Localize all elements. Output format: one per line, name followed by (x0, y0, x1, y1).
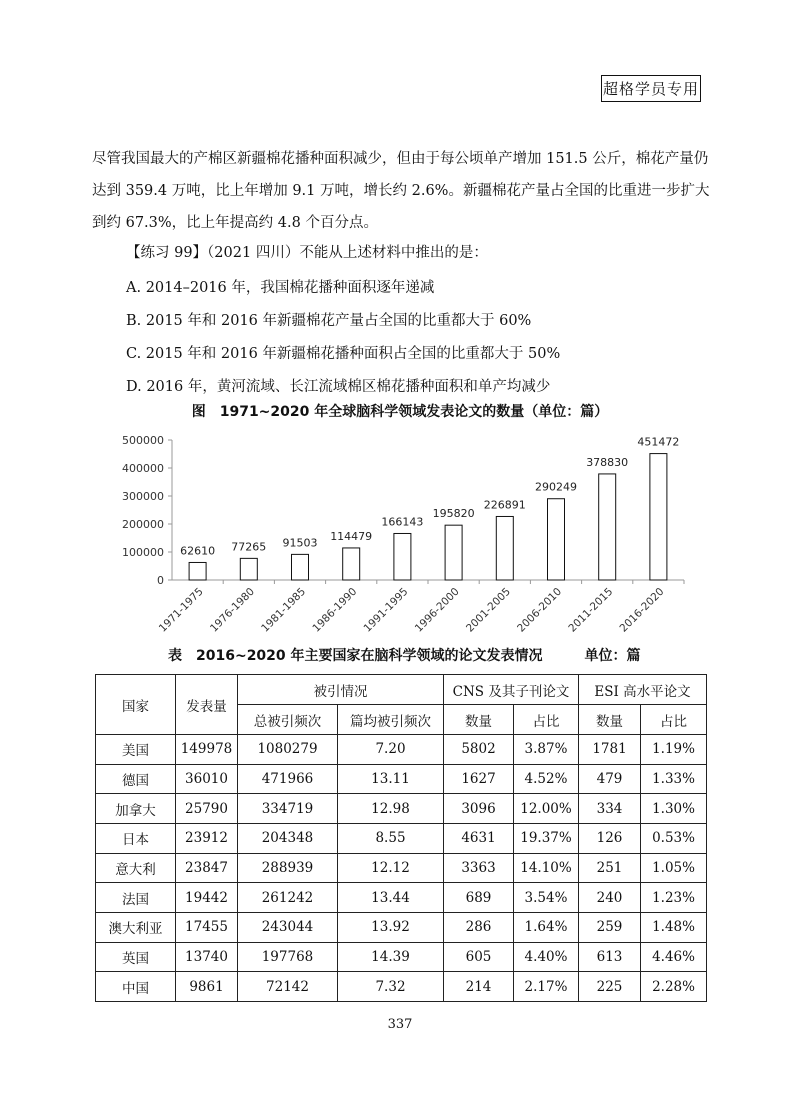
header-published: 发表量 (176, 675, 238, 735)
table-cell: 12.12 (338, 853, 444, 883)
y-tick-label: 0 (157, 574, 164, 587)
table-cell: 243044 (238, 912, 338, 942)
bar-value-label: 378830 (586, 455, 629, 469)
bar (394, 533, 411, 580)
x-tick-label: 2016-2020 (617, 585, 667, 635)
x-tick-label: 1976-1980 (207, 585, 257, 635)
bar-value-label: 114479 (330, 529, 373, 543)
x-tick-label: 2006-2010 (515, 585, 565, 635)
table-row (96, 853, 707, 883)
page-number: 337 (387, 1017, 413, 1032)
table-cell: 14.39 (338, 942, 444, 972)
table-row (96, 972, 707, 1002)
country-cell: 英国 (96, 942, 176, 972)
header-esi: ESI 高水平论文 (579, 675, 707, 705)
option-b: B. 2015 年和 2016 年新疆棉花产量占全国的比重都大于 60% (126, 313, 532, 329)
x-tick-label: 1991-1995 (361, 585, 411, 635)
table-cell: 12.00% (514, 794, 579, 824)
table-cell: 288939 (238, 853, 338, 883)
header-total-citations: 总被引频次 (238, 705, 338, 735)
table-row (96, 823, 707, 853)
table-cell: 126 (579, 823, 641, 853)
y-tick-label: 100000 (122, 546, 164, 559)
option-d: D. 2016 年，黄河流域、长江流域棉区棉花播种面积和单产均减少 (126, 379, 551, 395)
x-tick-label: 1981-1985 (259, 585, 309, 635)
table-cell: 13.11 (338, 764, 444, 794)
table-cell: 197768 (238, 942, 338, 972)
table-cell: 5802 (444, 735, 514, 765)
bar (650, 454, 667, 580)
y-tick-label: 400000 (122, 462, 164, 475)
header-country: 国家 (96, 675, 176, 735)
table-cell: 72142 (238, 972, 338, 1002)
table-cell: 4.40% (514, 942, 579, 972)
bar (189, 562, 206, 580)
table-row (96, 794, 707, 824)
country-cell: 加拿大 (96, 794, 176, 824)
table-cell: 225 (579, 972, 641, 1002)
table-cell: 9861 (176, 972, 238, 1002)
table-cell: 7.32 (338, 972, 444, 1002)
bar (548, 499, 565, 580)
table-cell: 613 (579, 942, 641, 972)
table-cell: 1.19% (641, 735, 707, 765)
table-cell: 4.46% (641, 942, 707, 972)
table-cell: 23912 (176, 823, 238, 853)
country-papers-table (95, 674, 707, 1002)
table-cell: 1.23% (641, 883, 707, 913)
x-tick-label: 2001-2005 (463, 585, 513, 635)
table-cell: 1.48% (641, 912, 707, 942)
y-tick-label: 200000 (122, 518, 164, 531)
table-cell: 17455 (176, 912, 238, 942)
table-cell: 1.64% (514, 912, 579, 942)
table-cell: 8.55 (338, 823, 444, 853)
x-tick-label: 1996-2000 (412, 585, 462, 635)
x-tick-label: 1986-1990 (310, 585, 360, 635)
x-tick-label: 1971-1975 (156, 585, 206, 635)
bar-value-label: 290249 (535, 480, 577, 494)
table-cell: 4631 (444, 823, 514, 853)
table-cell: 214 (444, 972, 514, 1002)
country-cell: 日本 (96, 823, 176, 853)
chart-title: 图 1971~2020 年全球脑科学领域发表论文的数量（单位：篇） (191, 404, 609, 420)
y-tick-label: 300000 (122, 490, 164, 503)
table-cell: 13.44 (338, 883, 444, 913)
table-cell: 251 (579, 853, 641, 883)
table-cell: 3.54% (514, 883, 579, 913)
table-cell: 14.10% (514, 853, 579, 883)
table-row (96, 764, 707, 794)
bar (445, 525, 462, 580)
table-cell: 2.17% (514, 972, 579, 1002)
bar (496, 516, 513, 580)
table-cell: 2.28% (641, 972, 707, 1002)
bar-value-label: 195820 (432, 507, 475, 521)
bar (343, 548, 360, 580)
bar-value-label: 91503 (282, 536, 318, 550)
table-cell: 261242 (238, 883, 338, 913)
table-cell: 605 (444, 942, 514, 972)
table-cell: 334719 (238, 794, 338, 824)
country-cell: 德国 (96, 764, 176, 794)
table-cell: 204348 (238, 823, 338, 853)
table-cell: 13.92 (338, 912, 444, 942)
table-cell: 149978 (176, 735, 238, 765)
table-cell: 3.87% (514, 735, 579, 765)
table-row (96, 735, 707, 765)
table-cell: 259 (579, 912, 641, 942)
table-cell: 0.53% (641, 823, 707, 853)
country-cell: 美国 (96, 735, 176, 765)
table-cell: 689 (444, 883, 514, 913)
header-cns: CNS 及其子刊论文 (444, 675, 579, 705)
country-cell: 意大利 (96, 853, 176, 883)
bar-value-label: 451472 (637, 435, 680, 449)
table-cell: 4.52% (514, 764, 579, 794)
country-cell: 澳大利亚 (96, 912, 176, 942)
country-cell: 中国 (96, 972, 176, 1002)
y-tick-label: 500000 (122, 434, 164, 447)
bar-value-label: 77265 (231, 540, 267, 554)
table-title-text: 表 2016~2020 年主要国家在脑科学领域的论文发表情况 (168, 648, 543, 664)
bar-value-label: 226891 (483, 498, 526, 512)
table-cell: 1.30% (641, 794, 707, 824)
table-cell: 479 (579, 764, 641, 794)
bar-value-label: 62610 (180, 544, 216, 558)
table-cell: 1080279 (238, 735, 338, 765)
table-cell: 19442 (176, 883, 238, 913)
table-cell: 1.33% (641, 764, 707, 794)
table-cell: 1.05% (641, 853, 707, 883)
table-unit: 单位：篇 (584, 648, 641, 664)
table-cell: 3363 (444, 853, 514, 883)
table-cell: 23847 (176, 853, 238, 883)
header-citations: 被引情况 (238, 675, 444, 705)
bar (240, 558, 257, 580)
table-cell: 25790 (176, 794, 238, 824)
bar (599, 474, 616, 580)
header-cns-count: 数量 (444, 705, 514, 735)
header-avg-citations: 篇均被引频次 (338, 705, 444, 735)
bar-value-label: 166143 (381, 515, 424, 529)
option-a: A. 2014–2016 年，我国棉花播种面积逐年递减 (126, 280, 435, 296)
table-cell: 7.20 (338, 735, 444, 765)
table-cell: 240 (579, 883, 641, 913)
table-title (168, 645, 641, 665)
paper-count-bar-chart (100, 428, 700, 638)
table-cell: 1781 (579, 735, 641, 765)
x-tick-label: 2011-2015 (566, 585, 616, 635)
table-cell: 1627 (444, 764, 514, 794)
header-esi-share: 占比 (641, 705, 707, 735)
header-cns-share: 占比 (514, 705, 579, 735)
exercise-question: 【练习 99】（2021 四川）不能从上述材料中推出的是： (126, 245, 488, 261)
table-cell: 3096 (444, 794, 514, 824)
country-cell: 法国 (96, 883, 176, 913)
table-cell: 286 (444, 912, 514, 942)
table-cell: 36010 (176, 764, 238, 794)
table-row (96, 942, 707, 972)
table-cell: 13740 (176, 942, 238, 972)
option-c: C. 2015 年和 2016 年新疆棉花播种面积占全国的比重都大于 50% (126, 346, 561, 362)
header-esi-count: 数量 (579, 705, 641, 735)
table-cell: 334 (579, 794, 641, 824)
member-only-badge: 超格学员专用 (601, 75, 701, 102)
table-row (96, 912, 707, 942)
intro-paragraph: 尽管我国最大的产棉区新疆棉花播种面积减少，但由于每公顷单产增加 151.5 公斤，棉花产量仍达到 359.4 万吨，比上年增加 9.1 万吨，增长约 2.6%。新疆棉花产量占全国的比重进一步扩大到约 67.3%，比上年提高约 4.8 个百分点。 (92, 151, 710, 231)
table-row (96, 883, 707, 913)
bar (292, 554, 309, 580)
table-cell: 12.98 (338, 794, 444, 824)
table-cell: 471966 (238, 764, 338, 794)
table-cell: 19.37% (514, 823, 579, 853)
